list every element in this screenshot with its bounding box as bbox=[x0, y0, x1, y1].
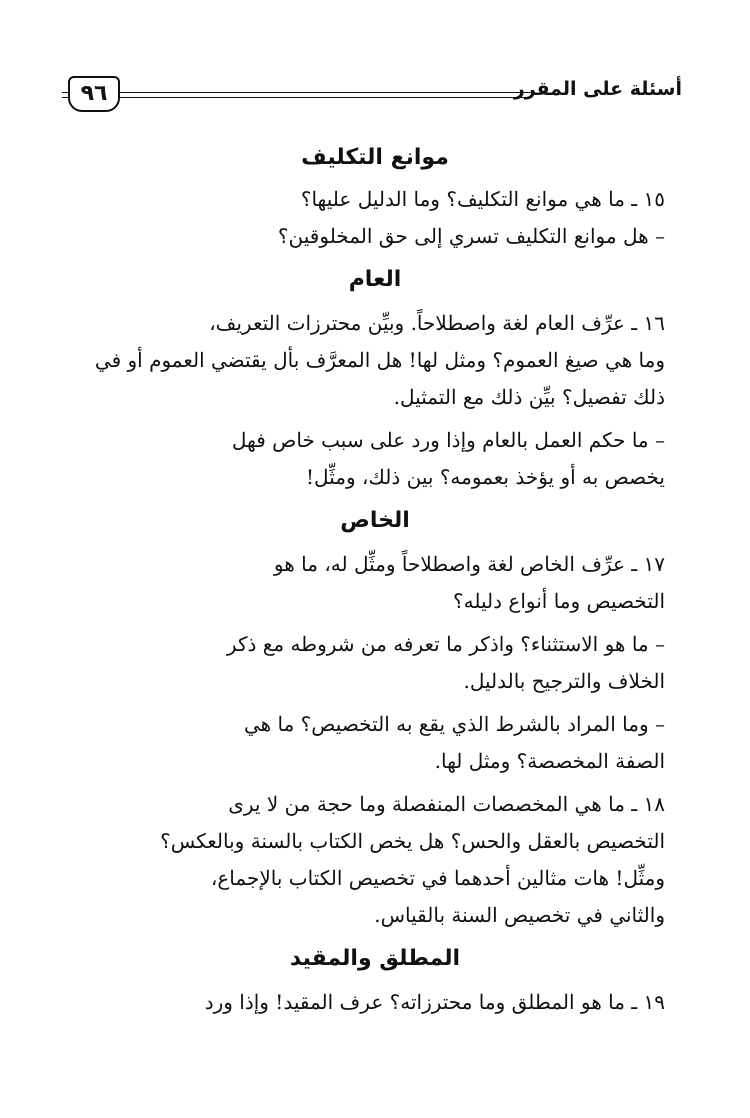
text-line: – وما المراد بالشرط الذي يقع به التخصيص؟ ما هي bbox=[243, 712, 665, 736]
page-header bbox=[62, 70, 682, 130]
header-rule bbox=[118, 92, 532, 93]
text-line: ذلك تفصيل؟ بيِّن ذلك مع التمثيل. bbox=[393, 385, 665, 409]
text-line: والثاني في تخصيص السنة بالقياس. bbox=[374, 903, 665, 927]
text-line: يخصص به أو يؤخذ بعمومه؟ بين ذلك، ومثِّل! bbox=[306, 465, 665, 489]
text-line: وما هي صيغ العموم؟ ومثل لها! هل المعرَّف بأل يقتضي العموم أو في bbox=[94, 348, 665, 372]
question-paragraph bbox=[85, 305, 665, 416]
text-line: – ما حكم العمل بالعام وإذا ورد على سبب خاص فهل bbox=[231, 428, 665, 452]
question-paragraph bbox=[85, 626, 665, 700]
page-number: ٩٦ bbox=[68, 76, 120, 112]
text-line: – هل موانع التكليف تسري إلى حق المخلوقين؟ bbox=[277, 224, 665, 248]
text-line: الخلاف والترجيح بالدليل. bbox=[463, 669, 665, 693]
section-heading: موانع التكليف bbox=[301, 145, 449, 170]
question-paragraph bbox=[85, 786, 665, 934]
question-paragraph bbox=[85, 706, 665, 780]
section-heading: المطلق والمقيد bbox=[289, 946, 461, 971]
text-line: ١٨ ـ ما هي المخصصات المنفصلة وما حجة من لا يرى bbox=[228, 792, 665, 816]
section-heading: العام bbox=[348, 267, 402, 292]
question-paragraph bbox=[85, 218, 665, 255]
text-line: ١٧ ـ عرِّف الخاص لغة واصطلاحاً ومثِّل له، ما هو bbox=[273, 552, 665, 576]
section-heading: الخاص bbox=[340, 508, 410, 533]
text-line: الصفة المخصصة؟ ومثل لها. bbox=[434, 749, 665, 773]
text-line: التخصيص بالعقل والحس؟ هل يخص الكتاب بالسنة وبالعكس؟ bbox=[160, 829, 665, 853]
text-line: ١٩ ـ ما هو المطلق وما محترزاته؟ عرف المقيد! وإذا ورد bbox=[204, 990, 665, 1014]
page-content bbox=[85, 135, 665, 1021]
header-rule bbox=[118, 97, 532, 98]
text-line: ١٥ ـ ما هي موانع التكليف؟ وما الدليل عليها؟ bbox=[300, 187, 665, 211]
running-title: أسئلة على المقرر bbox=[513, 78, 682, 100]
question-paragraph bbox=[85, 984, 665, 1021]
question-paragraph bbox=[85, 546, 665, 620]
text-line: ومثِّل! هات مثالين أحدهما في تخصيص الكتاب بالإجماع، bbox=[210, 866, 665, 890]
text-line: التخصيص وما أنواع دليله؟ bbox=[453, 589, 665, 613]
question-paragraph bbox=[85, 422, 665, 496]
text-line: ١٦ ـ عرِّف العام لغة واصطلاحاً. وبيِّن محترزات التعريف، bbox=[209, 311, 665, 335]
question-paragraph bbox=[85, 181, 665, 218]
text-line: – ما هو الاستثناء؟ واذكر ما تعرفه من شروطه مع ذكر bbox=[226, 632, 665, 656]
